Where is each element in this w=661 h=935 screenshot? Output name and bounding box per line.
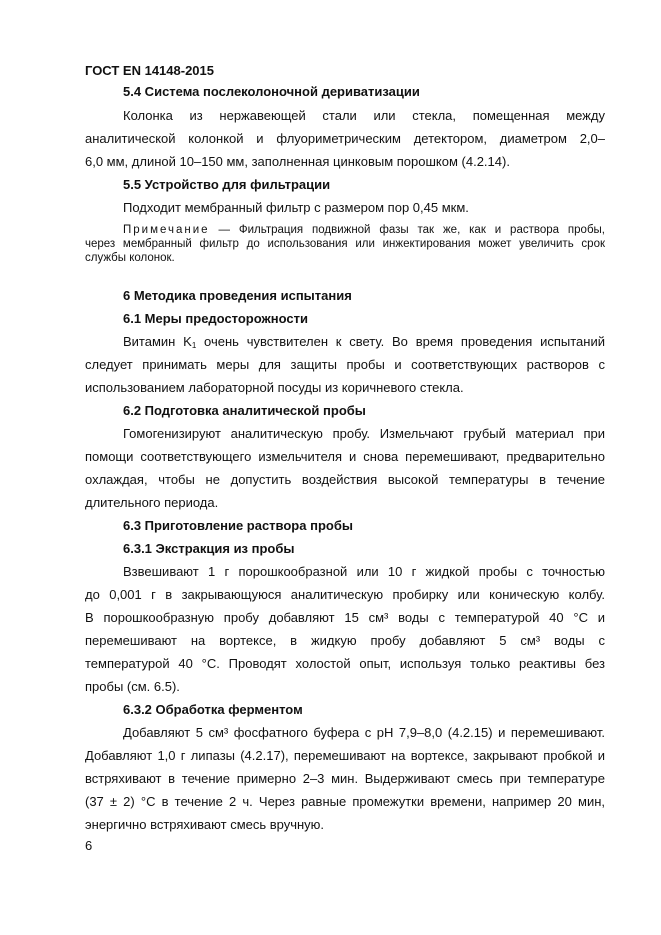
paragraph-line: 6,0 мм, длиной 10–150 мм, заполненная цинковым порошком (4.2.14). bbox=[85, 154, 510, 169]
section-6-3-heading: 6.3 Приготовление раствора пробы bbox=[123, 518, 353, 533]
section-6-3-1-heading: 6.3.1 Экстракция из пробы bbox=[123, 541, 295, 556]
paragraph-line: использованием лабораторной посуды из коричневого стекла. bbox=[85, 380, 464, 395]
section-5-5-heading: 5.5 Устройство для фильтрации bbox=[123, 177, 331, 192]
paragraph-line: до 0,001 г в закрывающуюся аналитическую пробирку или коническую колбу. bbox=[85, 587, 605, 602]
paragraph-line: Колонка из нержавеющей стали или стекла, помещенная между bbox=[123, 108, 605, 123]
paragraph-line: длительного периода. bbox=[85, 495, 219, 510]
note-label: Примечание bbox=[123, 224, 210, 236]
page-number: 6 bbox=[85, 838, 93, 853]
section-5-4-heading: 5.4 Система послеколоночной дериватизации bbox=[123, 84, 420, 99]
standard-header: ГОСТ EN 14148-2015 bbox=[85, 63, 214, 78]
paragraph-line: В порошкообразную пробу добавляют 15 см³ воды с температурой 40 °C и bbox=[85, 610, 605, 625]
paragraph-line: перемешивают на вортексе, в жидкую пробу добавляют 5 см³ воды с bbox=[85, 633, 605, 648]
paragraph-line: охлаждая, чтобы не допустить воздействия высокой температуры в течение bbox=[85, 472, 605, 487]
paragraph-line: Подходит мембранный фильтр с размером пор 0,45 мкм. bbox=[123, 200, 469, 215]
paragraph-line: энергично встряхивают смесь вручную. bbox=[85, 817, 325, 832]
note-line: через мембранный фильтр до использования или инжектирования может увеличить срок bbox=[85, 238, 605, 250]
section-6-heading: 6 Методика проведения испытания bbox=[123, 288, 352, 303]
section-6-1-heading: 6.1 Меры предосторожности bbox=[123, 311, 308, 326]
paragraph-line bbox=[123, 334, 605, 350]
paragraph-line: встряхивают в течение примерно 2–3 мин. Выдерживают смесь при температуре bbox=[85, 771, 605, 786]
paragraph-line: помощи соответствующего измельчителя и снова перемешивают, предварительно bbox=[85, 449, 605, 464]
paragraph-line: Гомогенизируют аналитическую пробу. Измельчают грубый материал при bbox=[123, 426, 605, 441]
paragraph-line: (37 ± 2) °C в течение 2 ч. Через равные промежутки времени, например 20 мин, bbox=[85, 794, 605, 809]
paragraph-line: следует принимать меры для защиты пробы и соответствующих растворов с bbox=[85, 357, 605, 372]
section-6-3-2-heading: 6.3.2 Обработка ферментом bbox=[123, 702, 303, 717]
paragraph-line: аналитической колонкой и флуориметрическим детектором, диаметром 2,0– bbox=[85, 131, 605, 146]
paragraph-line: Взвешивают 1 г порошкообразной или 10 г жидкой пробы с точностью bbox=[123, 564, 605, 579]
note-line bbox=[123, 223, 605, 237]
vitamin-subscript: 1 bbox=[191, 341, 197, 350]
note-line: службы колонок. bbox=[85, 252, 175, 264]
paragraph-line: пробы (см. 6.5). bbox=[85, 679, 180, 694]
paragraph-line: Добавляют 1,0 г липазы (4.2.17), перемешивают на вортексе, закрывают пробкой и bbox=[85, 748, 605, 763]
paragraph-line: Добавляют 5 см³ фосфатного буфера с рН 7,9–8,0 (4.2.15) и перемешивают. bbox=[123, 725, 605, 740]
paragraph-line: температурой 40 °C. Проводят холостой опыт, используя только реактивы без bbox=[85, 656, 605, 671]
vitamin-label: Витамин K bbox=[123, 334, 192, 349]
section-6-2-heading: 6.2 Подготовка аналитической пробы bbox=[123, 403, 366, 418]
paragraph-text: очень чувствителен к свету. Во время проведения испытаний bbox=[196, 334, 605, 349]
note-text: — Фильтрация подвижной фазы так же, как и раствора пробы, bbox=[209, 224, 605, 236]
